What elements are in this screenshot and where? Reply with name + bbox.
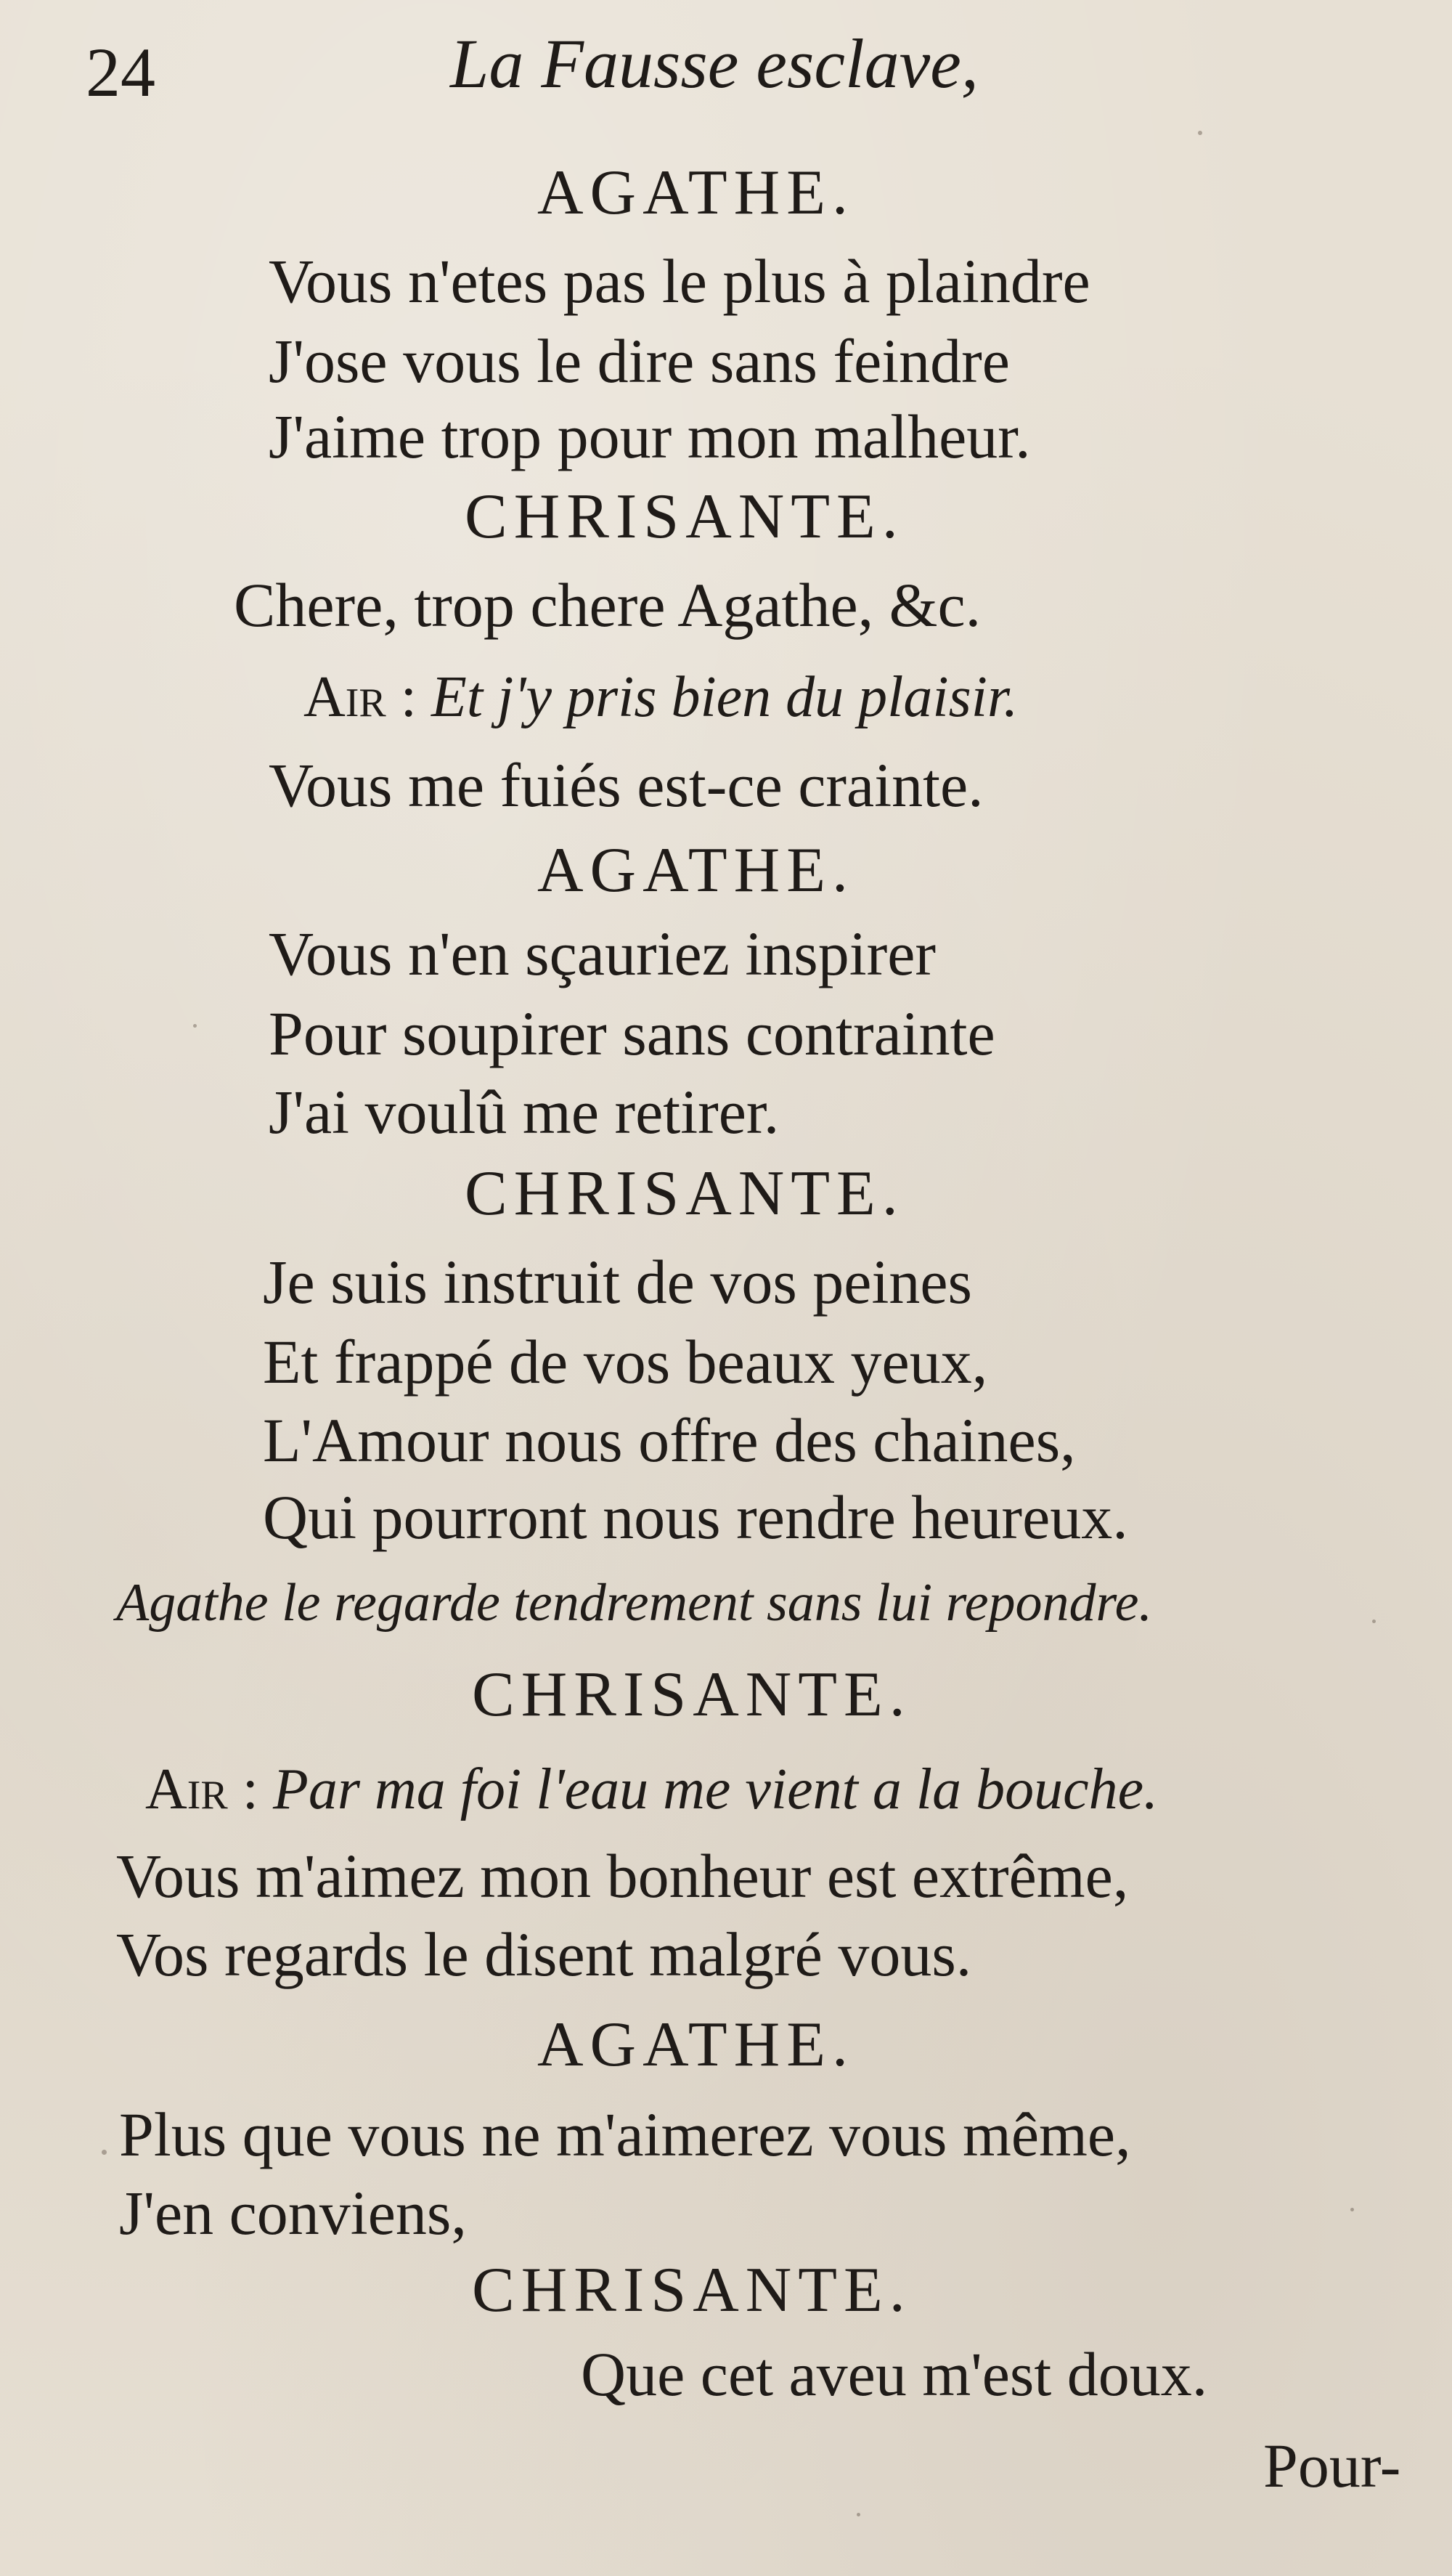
- verse-line: Vos regards le disent malgré vous.: [116, 1919, 972, 1989]
- speaker-name: AGATHE.: [537, 2010, 855, 2080]
- verse-line: Qui pourront nous rendre heureux.: [263, 1482, 1128, 1552]
- verse-line: Vous m'aimez mon bonheur est extrême,: [116, 1841, 1129, 1911]
- paper-speck: [1198, 131, 1202, 135]
- paper-speck: [1350, 2208, 1354, 2211]
- speaker-name: CHRISANTE.: [465, 1158, 905, 1229]
- verse-line: Vous n'en sçauriez inspirer: [269, 919, 937, 988]
- speaker-name: AGATHE.: [537, 158, 855, 228]
- air-indication: Air : Et j'y pris bien du plaisir.: [303, 665, 1019, 729]
- air-label: Air: [303, 665, 386, 729]
- paper-speck: [857, 2513, 860, 2516]
- speaker-name: CHRISANTE.: [465, 482, 905, 552]
- page-number: 24: [86, 33, 155, 111]
- verse-line: J'ose vous le dire sans feindre: [269, 326, 1010, 396]
- verse-line: Que cet aveu m'est doux.: [581, 2339, 1208, 2409]
- verse-line: Je suis instruit de vos peines: [263, 1247, 972, 1317]
- verse-line: J'aime trop pour mon malheur.: [269, 402, 1031, 471]
- paper-speck: [102, 2150, 107, 2155]
- verse-line: Vous me fuiés est-ce crainte.: [269, 750, 984, 820]
- verse-line: J'en conviens,: [119, 2178, 467, 2248]
- speaker-name: CHRISANTE.: [472, 1659, 912, 1730]
- running-title: La Fausse esclave,: [450, 25, 979, 102]
- speaker-name: CHRISANTE.: [472, 2255, 912, 2325]
- stage-direction: Agathe le regarde tendrement sans lui repondre.: [116, 1573, 1152, 1633]
- air-indication: Air : Par ma foi l'eau me vient a la bouche.: [145, 1758, 1159, 1821]
- paper-speck: [193, 1024, 197, 1028]
- air-tune: Et j'y pris bien du plaisir.: [431, 665, 1019, 729]
- verse-line: Chere, trop chere Agathe, &c.: [234, 570, 982, 640]
- air-tune: Par ma foi l'eau me vient a la bouche.: [273, 1758, 1159, 1821]
- speaker-name: AGATHE.: [537, 835, 855, 906]
- air-label: Air: [145, 1758, 228, 1821]
- verse-line: L'Amour nous offre des chaines,: [263, 1405, 1076, 1475]
- catchword: Pour-: [1263, 2431, 1401, 2500]
- verse-line: Pour soupirer sans contrainte: [269, 999, 995, 1068]
- verse-line: Plus que vous ne m'aimerez vous même,: [119, 2100, 1131, 2169]
- verse-line: J'ai voulû me retirer.: [269, 1077, 780, 1147]
- paper-speck: [1372, 1620, 1376, 1623]
- verse-line: Vous n'etes pas le plus à plaindre: [269, 246, 1090, 316]
- verse-line: Et frappé de vos beaux yeux,: [263, 1327, 988, 1397]
